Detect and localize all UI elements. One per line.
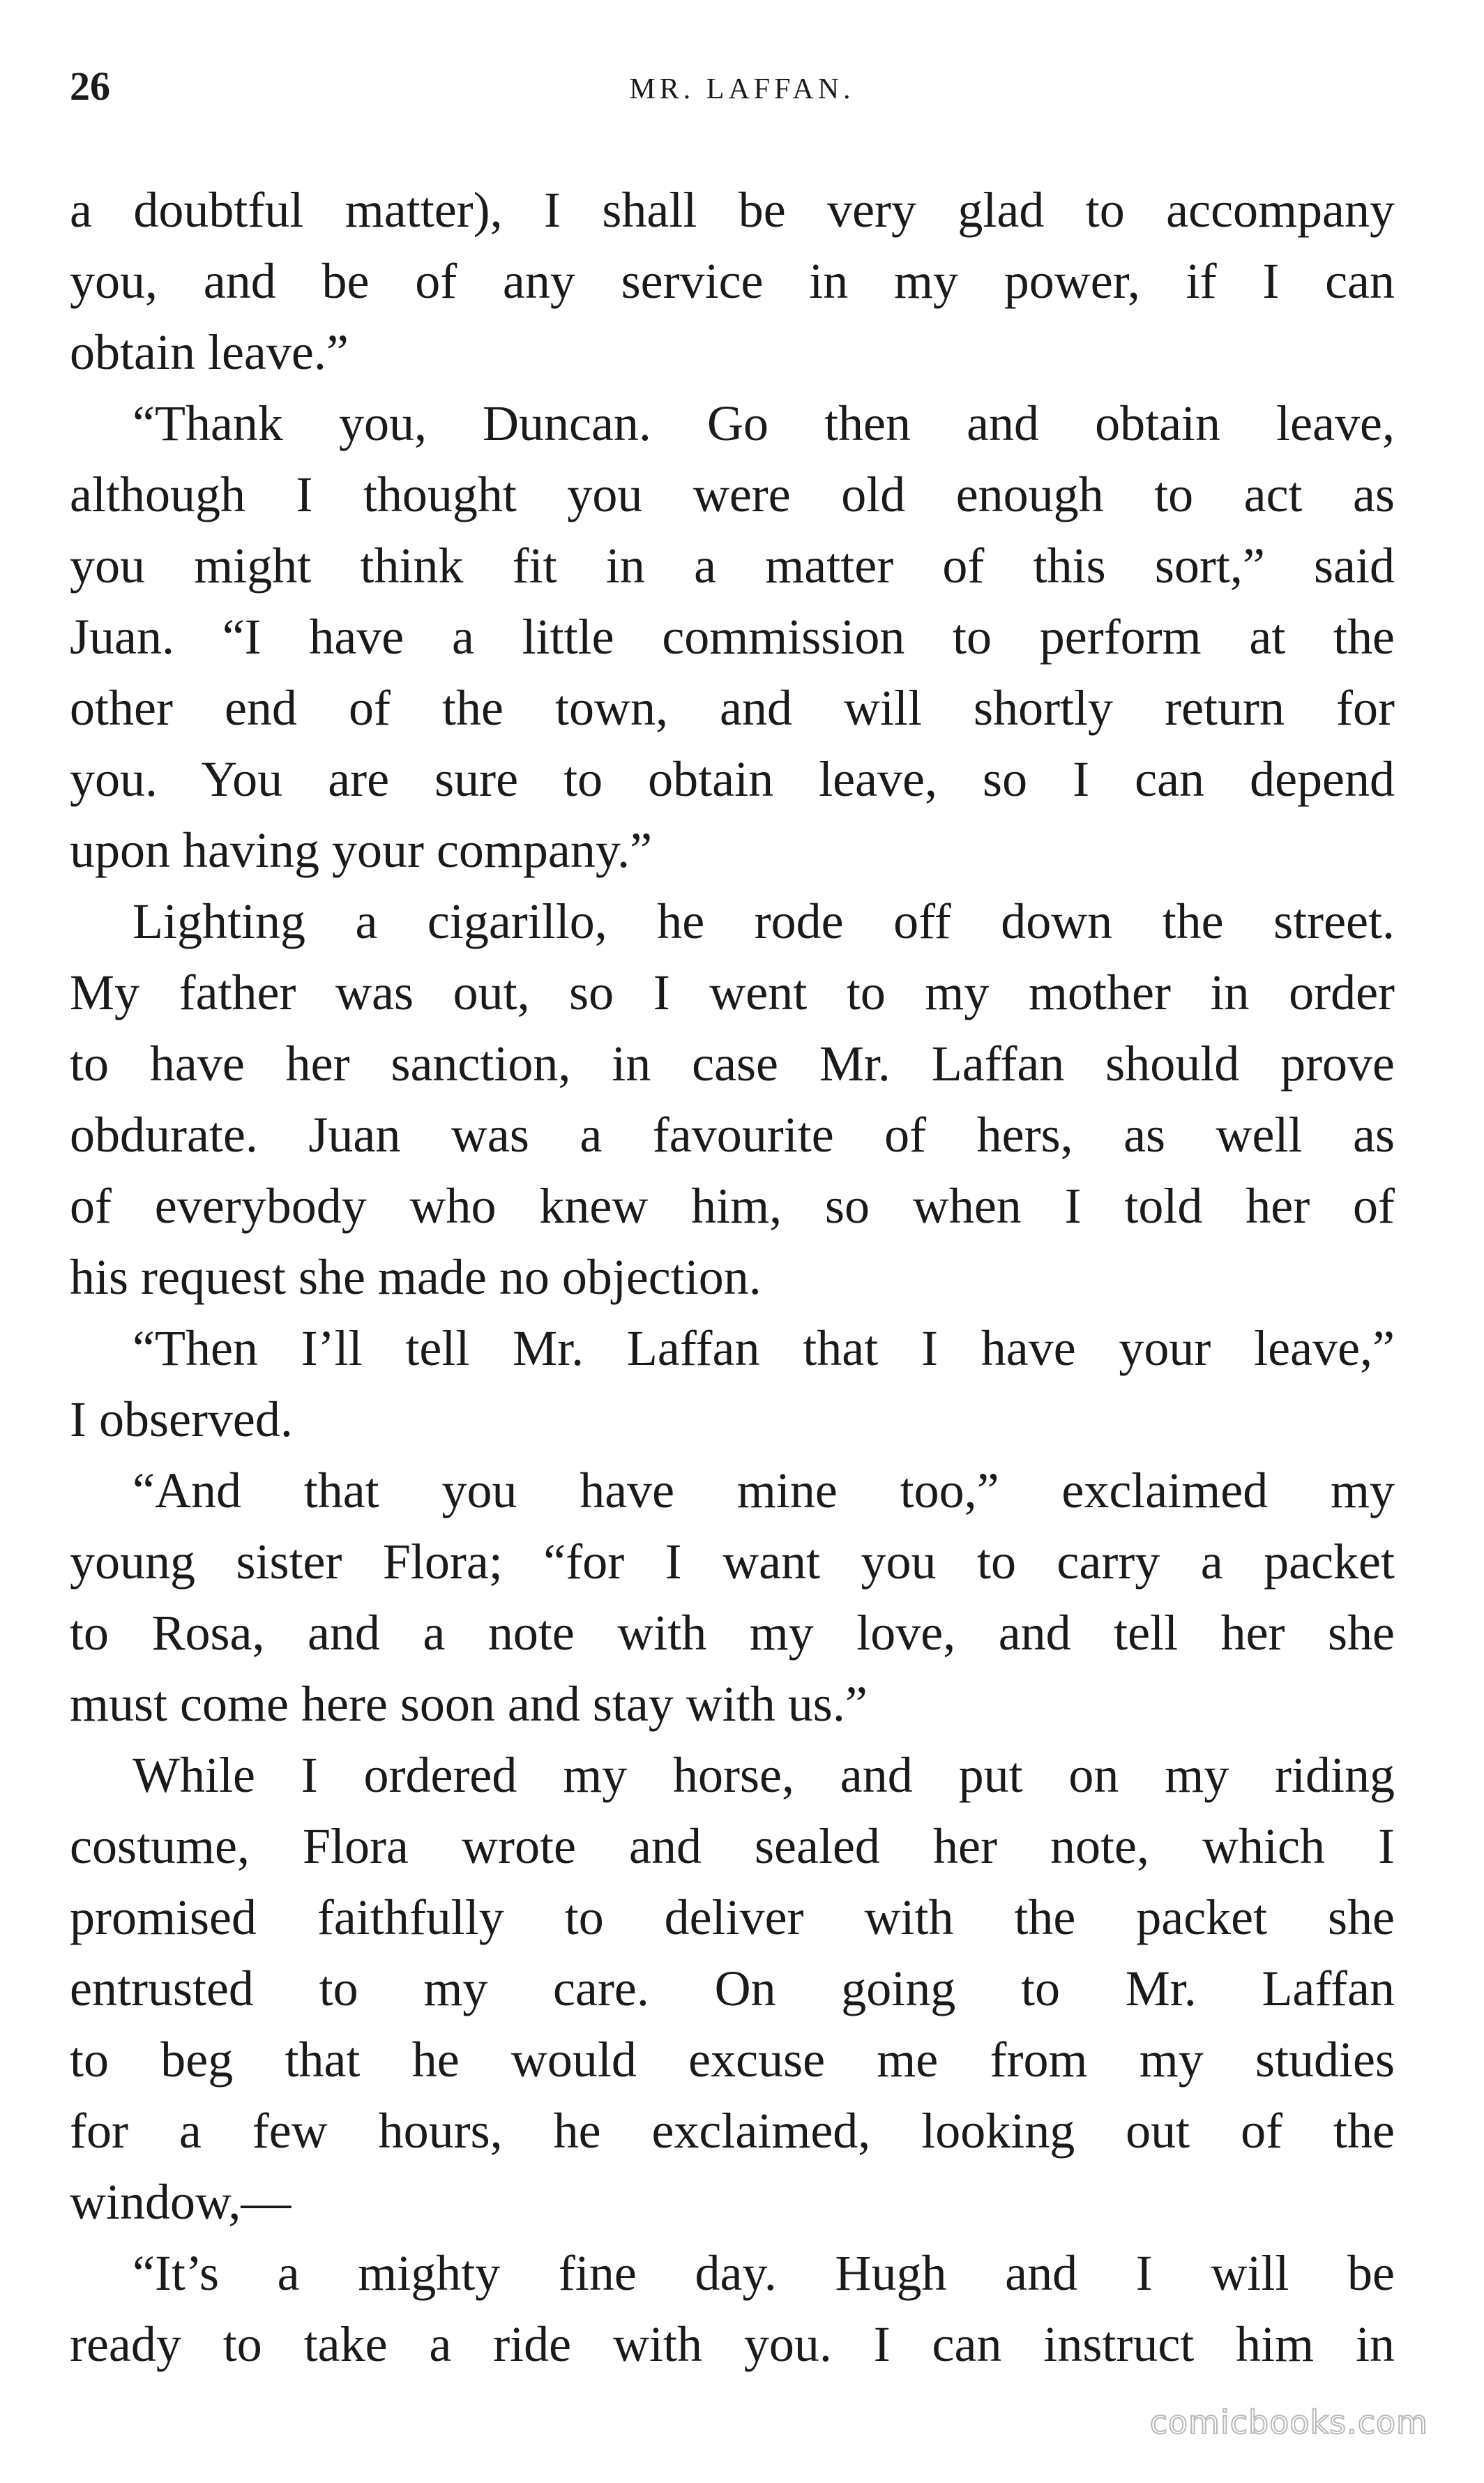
text-line: obtain leave.” — [70, 324, 349, 380]
text-line: you might think fit in a matter of this sort,” said — [70, 538, 1395, 594]
text-line: to have her sanction, in case Mr. Laffan should prove — [70, 1036, 1395, 1092]
text-line: although I thought you were old enough to act as — [70, 467, 1395, 522]
text-line: must come here soon and stay with us.” — [70, 1676, 868, 1732]
text-line: obdurate. Juan was a favourite of hers, as well as — [70, 1107, 1395, 1163]
text-line: a doubtful matter), I shall be very glad to accompany — [70, 182, 1395, 238]
text-line: “Then I’ll tell Mr. Laffan that I have your leave,” — [132, 1320, 1395, 1376]
text-line: promised faithfully to deliver with the packet she — [70, 1889, 1395, 1945]
text-line: entrusted to my care. On going to Mr. Laffan — [70, 1961, 1395, 2016]
text-line: you. You are sure to obtain leave, so I can depend — [70, 751, 1395, 807]
text-line: costume, Flora wrote and sealed her note, which I — [70, 1818, 1395, 1874]
page-number: 26 — [70, 63, 110, 109]
text-line: young sister Flora; “for I want you to carry a packet — [70, 1534, 1395, 1590]
text-line: “Thank you, Duncan. Go then and obtain leave, — [132, 395, 1395, 451]
text-line: upon having your company.” — [70, 822, 653, 878]
text-line: “It’s a mighty fine day. Hugh and I will be — [132, 2245, 1395, 2301]
text-line: to beg that he would excuse me from my studies — [70, 2032, 1395, 2088]
text-line: “And that you have mine too,” exclaimed my — [132, 1463, 1395, 1518]
watermark: comicbooks.com — [1149, 2403, 1428, 2441]
text-line: While I ordered my horse, and put on my riding — [132, 1747, 1395, 1803]
text-line: ready to take a ride with you. I can instruct him in — [70, 2316, 1395, 2372]
running-title: MR. LAFFAN. — [629, 73, 855, 105]
text-line: Juan. “I have a little commission to perform at the — [70, 609, 1395, 665]
text-line: Lighting a cigarillo, he rode off down the street. — [132, 893, 1395, 949]
text-line: of everybody who knew him, so when I told her of — [70, 1178, 1395, 1234]
body-text — [70, 174, 1395, 2380]
page-header — [70, 63, 1414, 119]
text-line: you, and be of any service in my power, if I can — [70, 253, 1395, 309]
text-line: his request she made no objection. — [70, 1249, 762, 1305]
text-line: My father was out, so I went to my mother in order — [70, 965, 1395, 1020]
text-line: for a few hours, he exclaimed, looking out of the — [70, 2103, 1395, 2159]
text-line: window,— — [70, 2174, 292, 2230]
text-line: I observed. — [70, 1391, 293, 1447]
text-line: to Rosa, and a note with my love, and tell her she — [70, 1605, 1395, 1661]
text-line: other end of the town, and will shortly return for — [70, 680, 1395, 736]
